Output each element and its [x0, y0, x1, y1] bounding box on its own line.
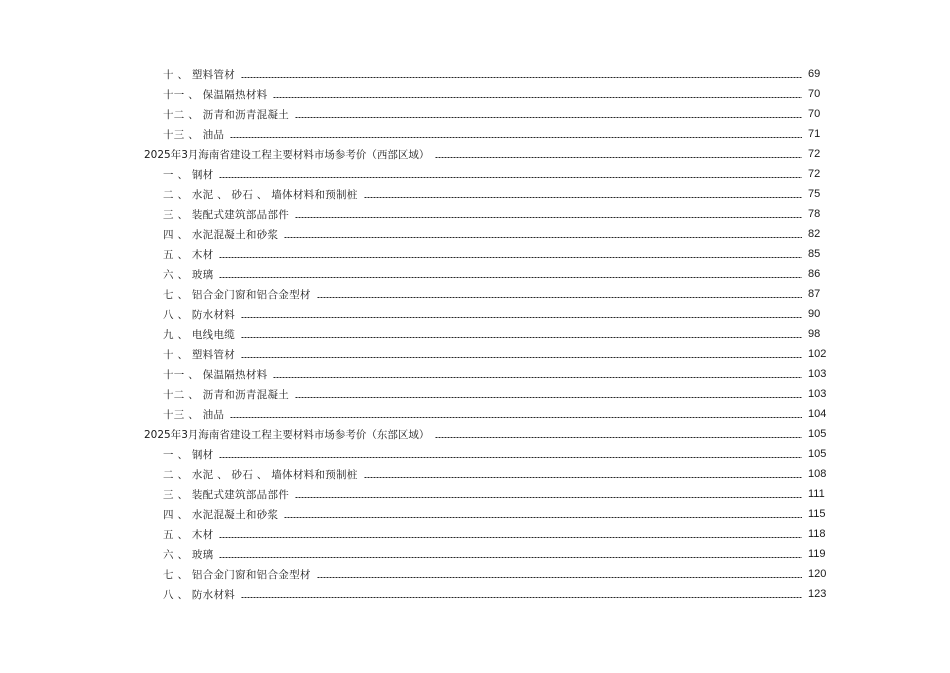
toc-page-number: 69 [808, 68, 821, 80]
toc-entry[interactable] [0, 324, 950, 344]
dot-leader [284, 237, 802, 238]
toc-entry[interactable] [0, 124, 950, 144]
toc-page-number: 123 [808, 588, 827, 600]
toc-page-number: 103 [808, 388, 827, 400]
toc-entry[interactable] [0, 344, 950, 364]
toc-entry[interactable] [0, 384, 950, 404]
toc-entry-title: 七 、 铝合金门窗和铝合金型材 [163, 288, 311, 301]
toc-entry[interactable] [0, 484, 950, 504]
toc-entry-title: 十 、 塑料管材 [163, 348, 236, 361]
toc-page-number: 120 [808, 568, 827, 580]
toc-entry-title: 七 、 铝合金门窗和铝合金型材 [163, 568, 311, 581]
toc-entry-title: 九 、 电线电缆 [163, 328, 236, 341]
toc-entry-title: 四 、 水泥混凝土和砂浆 [163, 228, 279, 241]
toc-entry-title: 八 、 防水材料 [163, 308, 236, 321]
toc-entry-title: 十二 、 沥青和沥青混凝土 [163, 388, 290, 401]
dot-leader [435, 437, 802, 438]
dot-leader [219, 277, 802, 278]
toc-entry-title: 五 、 木材 [163, 528, 214, 541]
dot-leader [241, 317, 802, 318]
toc-entry[interactable] [0, 364, 950, 384]
toc-entry[interactable] [0, 64, 950, 84]
toc-entry-title: 三 、 装配式建筑部品部件 [163, 208, 290, 221]
toc-page-number: 70 [808, 88, 821, 100]
toc-entry[interactable] [0, 304, 950, 324]
toc-entry-title: 十二 、 沥青和沥青混凝土 [163, 108, 290, 121]
toc-entry-title: 一 、 钢材 [163, 448, 214, 461]
toc-entry-title: 2025年3月海南省建设工程主要材料市场参考价（西部区域） [144, 148, 430, 161]
dot-leader [295, 117, 802, 118]
toc-page-number: 98 [808, 328, 821, 340]
dot-leader [295, 497, 802, 498]
toc-page-number: 115 [808, 508, 826, 520]
toc-entry-title: 四 、 水泥混凝土和砂浆 [163, 508, 279, 521]
toc-entry-title: 十 、 塑料管材 [163, 68, 236, 81]
dot-leader [241, 597, 802, 598]
toc-entry-title: 五 、 木材 [163, 248, 214, 261]
toc-page-number: 75 [808, 188, 821, 200]
toc-page-number: 86 [808, 268, 821, 280]
toc-entry[interactable] [0, 184, 950, 204]
toc-page-number: 108 [808, 468, 827, 480]
toc-entry-title: 十三 、 油品 [163, 128, 225, 141]
toc-page-number: 90 [808, 308, 821, 320]
toc-entry-title: 一 、 钢材 [163, 168, 214, 181]
toc-page-number: 85 [808, 248, 821, 260]
toc-entry-title: 十三 、 油品 [163, 408, 225, 421]
toc-entry-title: 2025年3月海南省建设工程主要材料市场参考价（东部区域） [144, 428, 430, 441]
dot-leader [273, 377, 802, 378]
toc-entry[interactable] [0, 224, 950, 244]
dot-leader [230, 137, 802, 138]
toc-page-number: 105 [808, 428, 827, 440]
toc-page-number: 105 [808, 448, 827, 460]
dot-leader [295, 397, 802, 398]
toc-entry-title: 三 、 装配式建筑部品部件 [163, 488, 290, 501]
toc-entry-title: 十一 、 保温隔热材料 [163, 368, 268, 381]
toc-entry-title: 二 、 水泥 、 砂石 、 墙体材料和预制桩 [163, 468, 358, 481]
dot-leader [295, 217, 802, 218]
toc-entry[interactable] [0, 104, 950, 124]
toc-entry-title: 六 、 玻璃 [163, 548, 214, 561]
toc-section-heading[interactable] [0, 424, 950, 444]
toc-page-number: 71 [808, 128, 821, 140]
dot-leader [273, 97, 802, 98]
toc-entry-title: 十一 、 保温隔热材料 [163, 88, 268, 101]
toc-page-number: 102 [808, 348, 827, 360]
toc-entry[interactable] [0, 564, 950, 584]
dot-leader [219, 457, 802, 458]
toc-entry[interactable] [0, 284, 950, 304]
dot-leader [317, 297, 802, 298]
toc-page-number: 78 [808, 208, 821, 220]
dot-leader [284, 517, 802, 518]
toc-entry[interactable] [0, 584, 950, 604]
toc-entry-title: 六 、 玻璃 [163, 268, 214, 281]
dot-leader [219, 177, 802, 178]
toc-page-number: 82 [808, 228, 821, 240]
dot-leader [219, 557, 802, 558]
toc-section-heading[interactable] [0, 144, 950, 164]
dot-leader [219, 257, 802, 258]
toc-entry[interactable] [0, 504, 950, 524]
toc-entry[interactable] [0, 544, 950, 564]
toc-entry[interactable] [0, 84, 950, 104]
toc-page-number: 118 [808, 528, 826, 540]
table-of-contents [0, 64, 950, 604]
toc-entry-title: 二 、 水泥 、 砂石 、 墙体材料和预制桩 [163, 188, 358, 201]
toc-page-number: 119 [808, 548, 826, 560]
toc-page-number: 72 [808, 148, 821, 160]
dot-leader [241, 337, 802, 338]
toc-entry[interactable] [0, 164, 950, 184]
dot-leader [219, 537, 802, 538]
dot-leader [364, 477, 802, 478]
dot-leader [230, 417, 802, 418]
dot-leader [317, 577, 802, 578]
dot-leader [241, 77, 802, 78]
dot-leader [435, 157, 802, 158]
toc-page-number: 72 [808, 168, 821, 180]
toc-page-number: 111 [808, 488, 825, 500]
toc-entry[interactable] [0, 444, 950, 464]
toc-entry[interactable] [0, 244, 950, 264]
toc-entry[interactable] [0, 524, 950, 544]
toc-entry[interactable] [0, 264, 950, 284]
toc-page-number: 87 [808, 288, 821, 300]
toc-page-number: 70 [808, 108, 821, 120]
toc-page-number: 104 [808, 408, 827, 420]
toc-page-number: 103 [808, 368, 827, 380]
toc-entry[interactable] [0, 464, 950, 484]
toc-entry[interactable] [0, 204, 950, 224]
toc-entry[interactable] [0, 404, 950, 424]
dot-leader [241, 357, 802, 358]
dot-leader [364, 197, 802, 198]
toc-entry-title: 八 、 防水材料 [163, 588, 236, 601]
